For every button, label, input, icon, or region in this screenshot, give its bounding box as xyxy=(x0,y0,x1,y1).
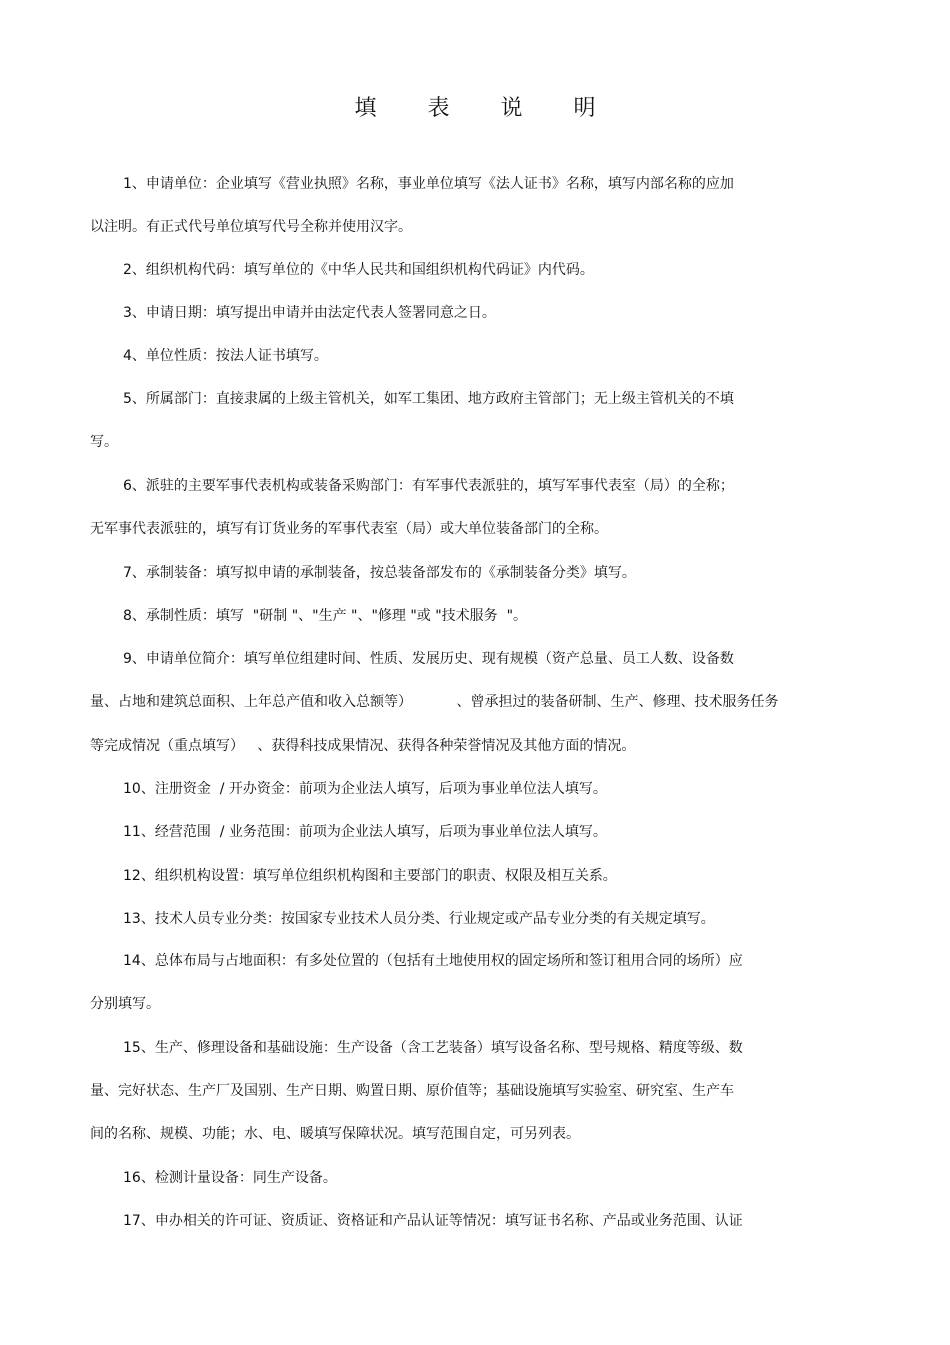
item-6-line-1: 6、派驻的主要军事代表机构或装备采购部门：有军事代表派驻的，填写军事代表室（局）的全称； xyxy=(123,478,734,494)
item-1-line-2: 以注明。有正式代号单位填写代号全称并使用汉字。 xyxy=(90,219,412,235)
item-16-line-1: 16、检测计量设备：同生产设备。 xyxy=(123,1170,337,1186)
item-3-line-1: 3、申请日期：填写提出申请并由法定代表人签署同意之日。 xyxy=(123,305,496,321)
item-9-line-1: 9、申请单位简介：填写单位组建时间、性质、发展历史、现有规模（资产总量、员工人数、设备数 xyxy=(123,651,734,667)
item-12-line-1: 12、组织机构设置：填写单位组织机构图和主要部门的职责、权限及相互关系。 xyxy=(123,868,617,884)
item-17-line-1: 17、申办相关的许可证、资质证、资格证和产品认证等情况：填写证书名称、产品或业务范围、认证 xyxy=(123,1213,743,1229)
item-6-line-2: 无军事代表派驻的，填写有订货业务的军事代表室（局）或大单位装备部门的全称。 xyxy=(90,521,608,537)
item-5-line-1: 5、所属部门：直接隶属的上级主管机关，如军工集团、地方政府主管部门；无上级主管机关的不填 xyxy=(123,391,734,407)
item-9-line-2: 量、占地和建筑总面积、上年总产值和收入总额等） 、曾承担过的装备研制、生产、修理、技术服务任务 xyxy=(90,694,779,710)
item-1-line-1: 1、申请单位：企业填写《营业执照》名称，事业单位填写《法人证书》名称，填写内部名称的应加 xyxy=(123,176,734,192)
item-8-line-1: 8、承制性质：填写 "研制 "、"生产 "、"修理 "或 "技术服务 "。 xyxy=(123,608,528,624)
item-15-line-2: 量、完好状态、生产厂及国别、生产日期、购置日期、原价值等；基础设施填写实验室、研究室、生产车 xyxy=(90,1083,734,1099)
item-15-line-1: 15、生产、修理设备和基础设施：生产设备（含工艺装备）填写设备名称、型号规格、精度等级、数 xyxy=(123,1040,743,1056)
item-9-line-3: 等完成情况（重点填写） 、获得科技成果情况、获得各种荣誉情况及其他方面的情况。 xyxy=(90,738,636,754)
item-15-line-3: 间的名称、规模、功能；水、电、暖填写保障状况。填写范围自定，可另列表。 xyxy=(90,1126,580,1142)
item-14-line-1: 14、总体布局与占地面积：有多处位置的（包括有土地使用权的固定场所和签订租用合同的场所）应 xyxy=(123,953,743,969)
item-11-line-1: 11、经营范围 / 业务范围：前项为企业法人填写，后项为事业单位法人填写。 xyxy=(123,824,607,840)
item-10-line-1: 10、注册资金 / 开办资金：前项为企业法人填写，后项为事业单位法人填写。 xyxy=(123,781,607,797)
item-2-line-1: 2、组织机构代码：填写单位的《中华人民共和国组织机构代码证》内代码。 xyxy=(123,262,594,278)
item-13-line-1: 13、技术人员专业分类：按国家专业技术人员分类、行业规定或产品专业分类的有关规定填写。 xyxy=(123,911,715,927)
page-title: 填 表 说 明 xyxy=(354,96,618,121)
item-7-line-1: 7、承制装备：填写拟申请的承制装备，按总装备部发布的《承制装备分类》填写。 xyxy=(123,565,636,581)
item-5-line-2: 写。 xyxy=(90,434,118,450)
item-4-line-1: 4、单位性质：按法人证书填写。 xyxy=(123,348,328,364)
item-14-line-2: 分别填写。 xyxy=(90,996,160,1012)
